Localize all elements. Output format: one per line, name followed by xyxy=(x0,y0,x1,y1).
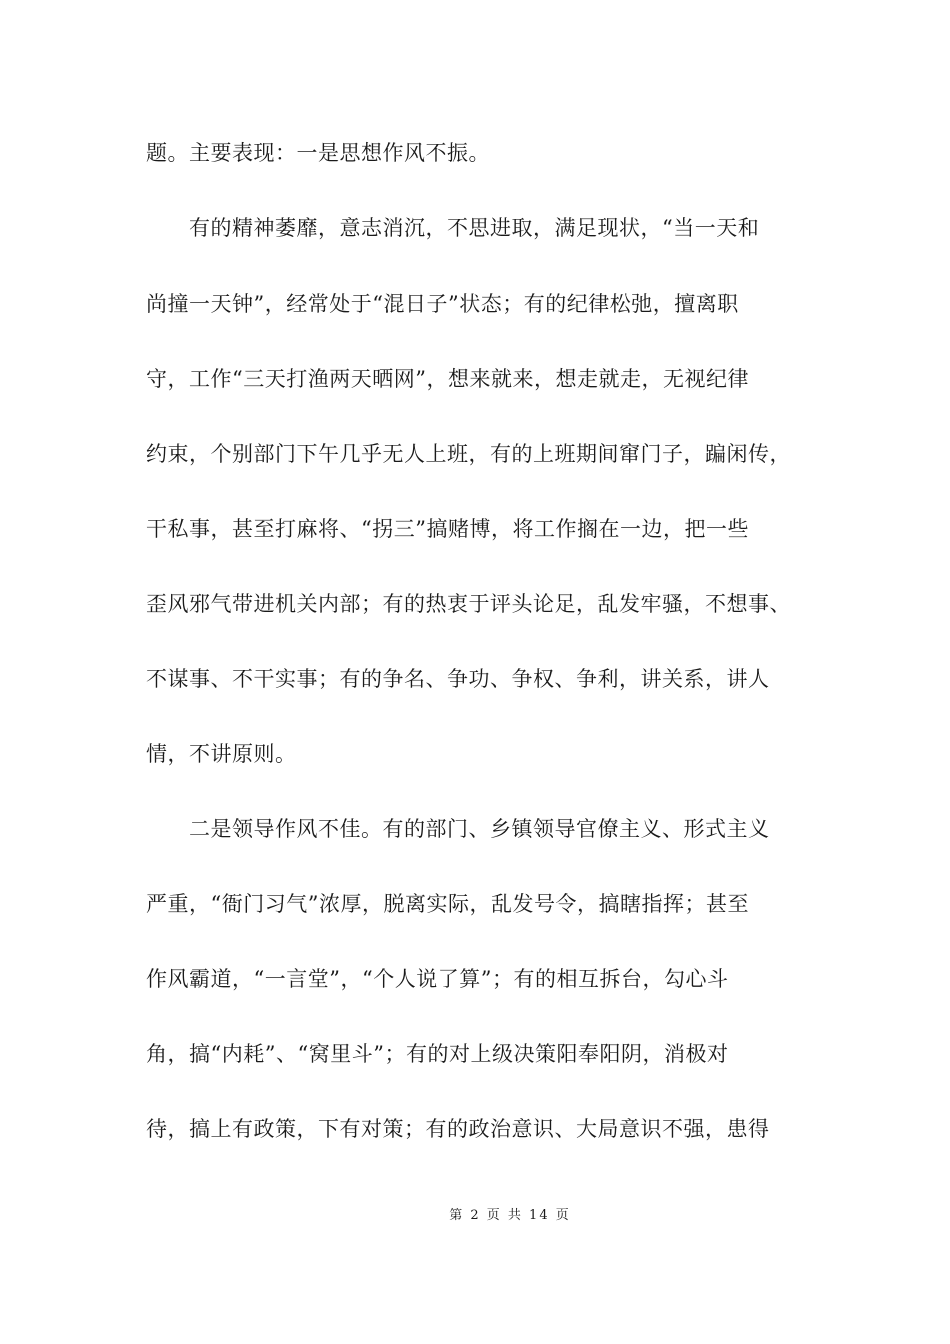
paragraph-first-line: 二是领导作风不佳。有的部门、乡镇领导官僚主义、形式主义 xyxy=(189,817,770,841)
text-line: 题。主要表现：一是思想作风不振。 xyxy=(146,141,490,165)
paragraph-first-line: 有的精神萎靡，意志消沉，不思进取，满足现状，“当一天和 xyxy=(189,216,760,240)
text-line: 干私事，甚至打麻将、“拐三”搞赌博，将工作搁在一边，把一些 xyxy=(146,517,749,541)
text-line: 尚撞一天钟”，经常处于“混日子”状态；有的纪律松弛，擅离职 xyxy=(146,292,739,316)
text-line: 约束，个别部门下午几乎无人上班，有的上班期间窜门子，蹁闲传， xyxy=(146,442,791,466)
text-line: 角，搞“内耗”、“窝里斗”；有的对上级决策阳奉阳阴，消极对 xyxy=(146,1042,729,1066)
text-line: 作风霸道，“一言堂”，“个人说了算”；有的相互拆台，勾心斗 xyxy=(146,967,729,991)
text-line: 情，不讲原则。 xyxy=(146,742,297,766)
text-line: 待，搞上有政策，下有对策；有的政治意识、大局意识不强，患得 xyxy=(146,1117,770,1141)
text-line: 歪风邪气带进机关内部；有的热衷于评头论足，乱发牢骚，不想事、 xyxy=(146,592,791,616)
text-line: 不谋事、不干实事；有的争名、争功、争权、争利，讲关系，讲人 xyxy=(146,667,770,691)
text-line: 守，工作“三天打渔两天晒网”，想来就来，想走就走，无视纪律 xyxy=(146,367,749,391)
text-line: 严重，“衙门习气”浓厚，脱离实际，乱发号令，搞瞎指挥；甚至 xyxy=(146,892,749,916)
page-number-footer: 第 2 页 共 14 页 xyxy=(449,1208,571,1223)
